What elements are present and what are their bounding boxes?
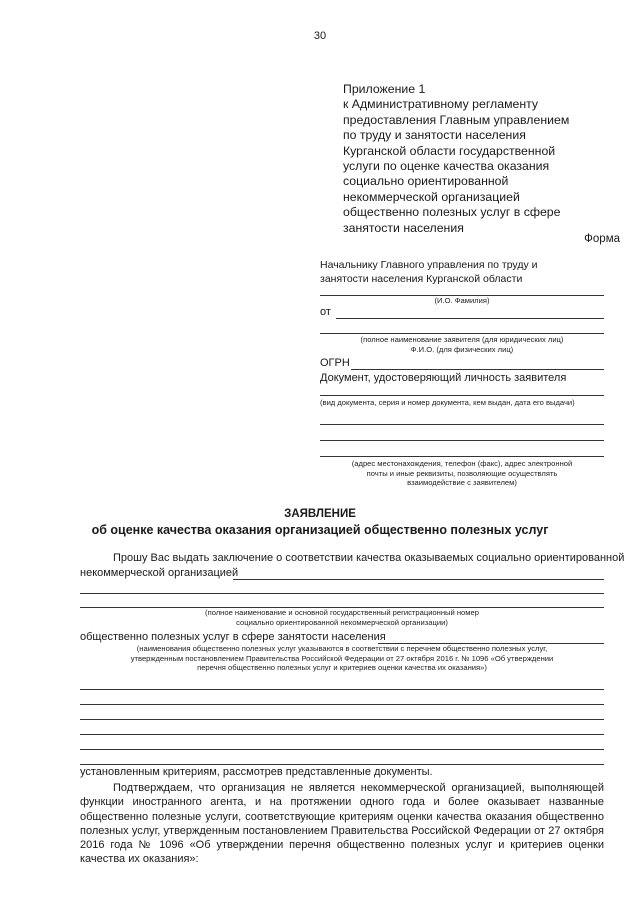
services-line-6[interactable] <box>80 764 604 765</box>
appendix-line: общественно полезных услуг в сфере <box>343 205 561 220</box>
ogrn-underline[interactable] <box>351 369 604 370</box>
request-line: Прошу Вас выдать заключение о соответствии качества оказываемых социально ориентированной <box>113 552 625 564</box>
nko-underline-2[interactable] <box>80 593 604 594</box>
appendix-line: Приложение 1 <box>343 82 426 96</box>
doc-caption: (вид документа, серия и номер документа, кем выдан, дата его выдачи) <box>320 398 575 407</box>
addressee-line: занятости населения Курганской области <box>320 273 523 285</box>
statement-subtitle: об оценке качества оказания организацией общественно полезных услуг <box>91 523 549 537</box>
applicant-caption: (полное наименование заявителя (для юридических лиц) Ф.И.О. (для физических лиц) <box>360 335 564 354</box>
from-label: от <box>320 306 331 318</box>
from-underline[interactable] <box>336 318 604 319</box>
address-underline-2[interactable] <box>320 440 604 441</box>
ogrn-label: ОГРН <box>320 357 350 369</box>
nko-caption: (полное наименование и основной государственный регистрационный номер социально ориентированной некоммерческой организации) <box>205 608 479 627</box>
services-line-2[interactable] <box>80 704 604 705</box>
confirm-paragraph: Подтверждаем, что организация не является некоммерческой организацией, выполняющей функции иностранного агента, и на протяжении одного года и более оказывает названные общественно полезные услуги, соответствующие критериям оценки качества оказания общественно полезных услуг, утвержденным постановлением Правительства Российской Федерации от 27 октября 2016 года № 1096 «Об утверждении перечня общественно полезных услуг и критериев оценки качества их оказания»: <box>80 782 604 866</box>
appendix-line: предоставления Главным управлением <box>343 112 570 127</box>
addressee-block <box>320 258 610 286</box>
nko-underline[interactable] <box>233 579 604 580</box>
address-caption: (адрес местонахождения, телефон (факс), адрес электронной почты и иные реквизиты, позволяющие осуществлять взаимодействие с заявителем) <box>351 459 573 488</box>
appendix-line: социально ориентированной <box>343 174 509 189</box>
services-line-4[interactable] <box>80 734 604 735</box>
address-underline-1[interactable] <box>320 424 604 425</box>
criteria-line: установленным критериям, рассмотрев представленные документы. <box>80 766 433 778</box>
identity-doc-label: Документ, удостоверяющий личность заявителя <box>320 372 567 384</box>
page-number: 30 <box>313 30 327 42</box>
address-underline-3[interactable] <box>320 456 604 457</box>
services-line-3[interactable] <box>80 719 604 720</box>
services-label: общественно полезных услуг в сфере занятости населения <box>80 631 386 643</box>
appendix-line: к Административному регламенту <box>343 97 539 112</box>
addressee-line: Начальнику Главного управления по труду и <box>320 259 538 271</box>
appendix-line: услуги по оценке качества оказания <box>343 159 550 174</box>
applicant-underline[interactable] <box>320 333 604 334</box>
appendix-line: по труду и занятости населения <box>343 128 526 143</box>
appendix-line: некоммерческой организацией <box>343 189 520 204</box>
appendix-line: Курганской области государственной <box>343 143 556 158</box>
nko-label: некоммерческой организацией <box>80 567 239 579</box>
services-caption: (наименования общественно полезных услуг указываются в соответствии с перечнем общественно полезных услуг, утвержденным постановлением Правительства Российской Федерации от 27 октября 2016 г. № 1096 «Об утверждении перечня общественно полезных услуг и критериев оценки качества их оказания») <box>130 644 554 673</box>
services-line-5[interactable] <box>80 749 604 750</box>
doc-underline[interactable] <box>320 395 604 396</box>
services-line-1[interactable] <box>80 689 604 690</box>
appendix-line: занятости населения <box>343 220 464 235</box>
fio-caption: (И.О. Фамилия) <box>434 296 490 305</box>
appendix-header <box>343 82 618 236</box>
form-label: Форма <box>584 233 620 245</box>
statement-title: ЗАЯВЛЕНИЕ <box>284 508 356 520</box>
